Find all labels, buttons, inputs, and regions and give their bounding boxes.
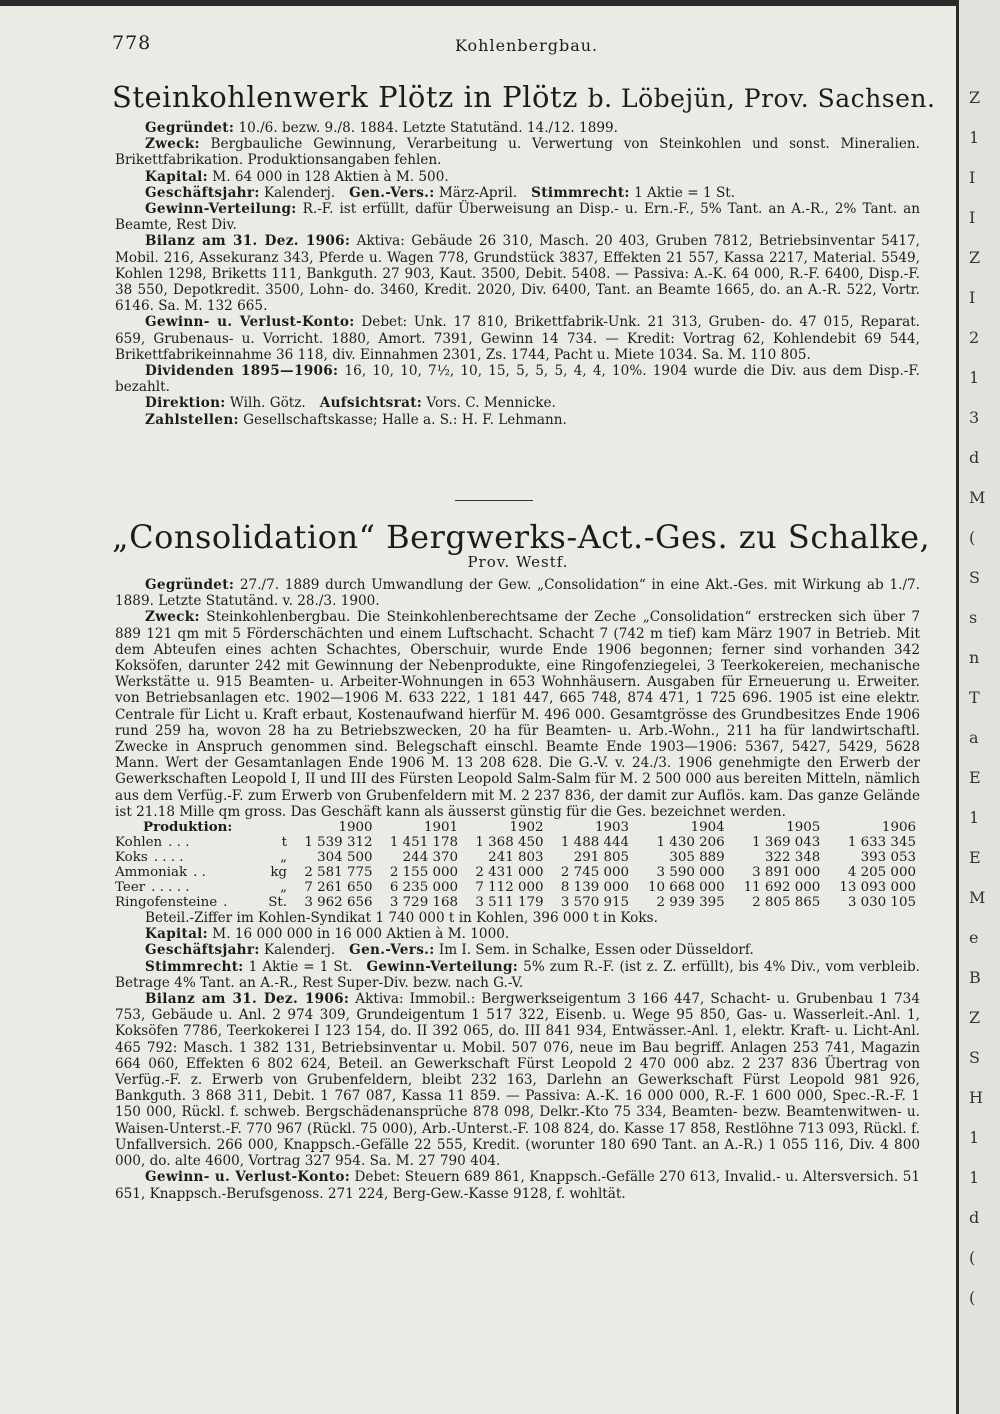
production-unit: t <box>281 835 287 851</box>
production-cell: 3 891 000 <box>752 865 821 881</box>
margin-fragment: I <box>969 168 976 187</box>
company2-purpose: Zweck: Steinkohlenbergbau. Die Steinkohlenberechtsame der Zeche „Consolidation“ erstrecken sich über 7 889 121 qm mit 5 Förderschächten und einem Luftschacht. Schacht 7 (742 m tief) kam März 1907 in Betrieb. Mit dem Abteufen eines achten Schachtes, Oberschuir, wurde Ende 1906 begonnen; ferner sind vorhanden 342 Koksöfen, darunter 242 mit Gewinnung der Nebenprodukte, eine Ringofenziegelei, 3 Teerkokereien, mechanische Werkstätte u. 915 Beamten- u. Arbeiter-Wohnungen in 653 Wohnhäusern. Ausgaben für Erneuerung u. Erweiter. von Betriebsanlagen etc. 1902—1906 M. 633 222, 1 181 447, 665 748, 874 471, 1 725 696. 1905 ist eine elektr. Centrale für Licht u. Kraft erbaut, Kostenaufwand hierfür M. 496 000. Gesamtgrösse des Grundbesitzes Ende 1906 rund 259 ha, wovon 28 ha zu Betriebszwecken, 20 ha für Beamten- u. Arb.-Wohn., 211 ha für landwirtschaftl. Zwecke in Anspruch genommen sind. Belegschaft einschl. Beamte Ende 1903—1906: 5367, 5427, 5429, 5628 Mann. Wert der Gesamtanlagen Ende 1906 M. 13 208 628. Die G.-V. v. 24./3. 1906 genehmigte den Erwerb der Gewerkschaften Leopold I, II und III des Fürsten Leopold Salm-Salm für M. 2 500 000 aus bereiten Mitteln, nämlich aus dem Verfüg.-F. zum Erwerb von Grubenfeldern mit M. 2 237 836, der damit zur Auflös. kam. Das ganze Gelände ist 21.18 Mille qm gross. Das Geschäft kann als äusserst günstig für die Ges. bezeichnet werden. <box>115 609 920 820</box>
margin-fragment: a <box>969 728 979 747</box>
margin-fragment: E <box>969 848 981 867</box>
production-row <box>115 865 920 880</box>
margin-fragment: T <box>969 688 980 707</box>
margin-fragment: Z <box>969 248 981 267</box>
production-year: 1903 <box>594 820 630 836</box>
production-cell: 3 511 179 <box>475 895 544 911</box>
production-table <box>115 820 920 910</box>
company2-paragraph-4: Gewinn- u. Verlust-Konto: Debet: Steuern 689 861, Knappsch.-Gefälle 270 613, Invalid.- u. Altersversich. 51 651, Knappsch.-Berufsgenoss. 271 224, Berg-Gew.-Kasse 9128, f. wohltät. <box>115 1169 920 1202</box>
production-cell: 2 805 865 <box>752 895 821 911</box>
company1-paragraph-4: Gewinn-Verteilung: R.-F. ist erfüllt, dafür Überweisung an Disp.- u. Ern.-F., 5% Tant. an A.-R., 2% Tant. an Beamte, Rest Div. <box>115 201 920 234</box>
production-row <box>115 880 920 895</box>
margin-fragment: d <box>969 1208 980 1227</box>
production-cell: 1 368 450 <box>475 835 544 851</box>
company1-paragraph-0: Gegründet: 10./6. bezw. 9./8. 1884. Letzte Statutänd. 14./12. 1899. <box>145 120 618 136</box>
production-cell: 2 155 000 <box>389 865 459 881</box>
margin-fragment: ( <box>969 1288 976 1307</box>
production-cell: 8 139 000 <box>560 880 630 896</box>
production-cell: 1 451 178 <box>389 835 459 851</box>
production-cell: 393 053 <box>860 850 916 866</box>
margin-fragment: S <box>969 568 980 587</box>
margin-fragment: n <box>969 648 980 667</box>
margin-fragment: 3 <box>969 408 980 427</box>
top-scan-edge <box>0 0 956 6</box>
adjacent-page-edge <box>956 0 1000 1414</box>
margin-fragment: 1 <box>969 1168 980 1187</box>
production-row <box>115 850 920 865</box>
company1-title-location: b. Löbejün, Prov. Sachsen. <box>587 84 936 113</box>
margin-fragment: d <box>969 448 980 467</box>
production-year: 1901 <box>423 820 459 836</box>
production-row-name: Teer . . . . . <box>115 880 190 896</box>
production-footnote: Beteil.-Ziffer im Kohlen-Syndikat 1 740 000 t in Kohlen, 396 000 t in Koks. <box>145 910 658 927</box>
margin-fragment: 1 <box>969 1128 980 1147</box>
production-row-name: Ringofensteine . <box>115 895 228 911</box>
production-cell: 1 488 444 <box>560 835 630 851</box>
production-row <box>115 895 920 910</box>
production-cell: 3 729 168 <box>389 895 459 911</box>
company2-subtitle: Prov. Westf. <box>467 553 569 571</box>
production-row <box>115 835 920 850</box>
margin-fragment: I <box>969 208 976 227</box>
production-cell: 1 633 345 <box>847 835 916 851</box>
margin-fragment: M <box>969 888 986 907</box>
production-cell: 3 590 000 <box>656 865 725 881</box>
production-cell: 2 581 775 <box>304 865 373 881</box>
margin-fragment: B <box>969 968 981 987</box>
production-year: 1904 <box>690 820 725 836</box>
production-cell: 10 668 000 <box>648 880 725 896</box>
production-cell: 3 962 656 <box>304 895 373 911</box>
production-cell: 7 261 650 <box>304 880 373 896</box>
production-cell: 304 500 <box>317 850 373 866</box>
production-cell: 6 235 000 <box>389 880 459 896</box>
production-cell: 244 370 <box>402 850 459 866</box>
company1-paragraph-1: Zweck: Bergbauliche Gewinnung, Verarbeitung u. Verwertung von Steinkohlen und sonst. Mineralien. Brikettfabrikation. Produktionsangaben fehlen. <box>115 136 920 169</box>
page-number: 778 <box>112 32 152 54</box>
margin-fragment: E <box>969 768 981 787</box>
production-cell: 305 889 <box>669 850 725 866</box>
company1-title <box>112 80 936 114</box>
production-label: Produktion: <box>143 819 233 836</box>
company1-body <box>115 120 920 428</box>
margin-fragment: ( <box>969 1248 976 1267</box>
production-unit: „ <box>280 850 287 866</box>
margin-fragment: Z <box>969 1008 981 1027</box>
section-divider <box>455 500 533 501</box>
production-year: 1902 <box>509 820 544 836</box>
production-cell: 2 745 000 <box>560 865 630 881</box>
production-unit: „ <box>280 880 287 896</box>
company2-paragraph-2: Stimmrecht: 1 Aktie = 1 St. Gewinn-Verteilung: 5% zum R.-F. (ist z. Z. erfüllt), bis 4% Div., vom verbleib. Betrage 4% Tant. an A.-R., Rest Super-Div. bezw. nach G.-V. <box>115 958 920 991</box>
company2-title: „Consolidation“ Bergwerks-Act.-Ges. zu Schalke, <box>112 518 931 556</box>
margin-fragment: S <box>969 1048 980 1067</box>
company1-paragraph-9: Zahlstellen: Gesellschaftskasse; Halle a. S.: H. F. Lehmann. <box>145 411 567 428</box>
company1-paragraph-5: Bilanz am 31. Dez. 1906: Aktiva: Gebäude 26 310, Masch. 20 403, Gruben 7812, Betriebsinventar 5417, Mobil. 216, Assekuranz 343, Pferde u. Wagen 778, Grundstück 3837, Effekten 21 557, Kassa 2217, Material. 5549, Kohlen 1298, Briketts 111, Bankguth. 27 903, Kaut. 3500, Debit. 5408. — Passiva: A.-K. 64 000, R.-F. 6400, Disp.-F. 38 550, Depotkredit. 3500, Lohn- do. 3460, Kredit. 2020, Div. 6400, Tant. an Beamte 1665, do. an A.-R. 522, Vortr. 6146. Sa. M. 132 665. <box>115 233 920 315</box>
company2-paragraph-1: Geschäftsjahr: Kalenderj. Gen.-Vers.: Im I. Sem. in Schalke, Essen oder Düsseldorf. <box>145 942 754 959</box>
production-cell: 2 431 000 <box>475 865 544 881</box>
margin-fragment: 2 <box>969 328 980 347</box>
production-cell: 7 112 000 <box>475 880 544 896</box>
production-cell: 11 692 000 <box>743 880 821 896</box>
production-row-name: Ammoniak . . <box>115 865 206 881</box>
margin-fragment: e <box>969 928 979 947</box>
production-cell: 1 430 206 <box>656 835 725 851</box>
margin-fragment: 1 <box>969 808 980 827</box>
company2-after-table <box>115 926 920 1201</box>
production-cell: 322 348 <box>764 850 821 866</box>
production-cell: 241 803 <box>488 850 544 866</box>
production-year: 1900 <box>338 820 373 836</box>
margin-fragment: ( <box>969 528 976 547</box>
margin-fragment: Z <box>969 88 981 107</box>
production-header-row <box>115 820 920 835</box>
company2-paragraph-3: Bilanz am 31. Dez. 1906: Aktiva: Immobil.: Bergwerkseigentum 3 166 447, Schacht- u. Grubenbau 1 734 753, Gebäude u. Anl. 2 974 309, Grundeigentum 1 517 322, Eisenb. u. Wege 95 850, Gas- u. Wasserleit.-Anl. 1, Koksöfen 7786, Teerkokerei I 123 154, do. II 392 065, do. III 841 934, Entwässer.-Anl. 1, elektr. Kraft- u. Licht-Anl. 465 792: Masch. 1 382 131, Betriebsinventar u. Mobil. 507 076, neue im Bau begriff. Anlagen 253 741, Magazin 664 060, Effekten 6 802 624, Beteil. an Gewerkschaft Fürst Leopold 2 470 000 abz. 2 237 836 Übertrag von Verfüg.-F. z. Erwerb von Grubenfeldern, bleibt 232 163, Darlehn an Gewerkschaft Fürst Leopold 981 926, Bankguth. 3 868 311, Debit. 1 767 087, Kassa 11 859. — Passiva: A.-K. 16 000 000, R.-F. 1 600 000, Spec.-R.-F. 1 150 000, Rückl. f. schweb. Bergschädenansprüche 878 098, Delkr.-Kto 75 334, Beamten- bezw. Beamtenwitwen- u. Waisen-Unterst.-F. 770 967 (Rückl. 75 000), Arb.-Unterst.-F. 108 824, do. Kasse 17 858, Restlöhne 713 093, Rückl. f. Unfallversich. 266 000, Knappsch.-Gefälle 22 555, Kredit. (worunter 180 690 Tant. an A.-R.) 1 055 116, Div. 4 800 000, do. alte 4600, Vortrag 327 954. Sa. M. 27 790 404. <box>115 991 920 1170</box>
production-cell: 3 570 915 <box>560 895 630 911</box>
production-cell: 1 369 043 <box>752 835 821 851</box>
production-cell: 2 939 395 <box>656 895 725 911</box>
company1-paragraph-3: Geschäftsjahr: Kalenderj. Gen.-Vers.: März-April. Stimmrecht: 1 Aktie = 1 St. <box>145 184 736 201</box>
margin-fragment: I <box>969 288 976 307</box>
production-cell: 4 205 000 <box>847 865 916 881</box>
company1-paragraph-7: Dividenden 1895—1906: 16, 10, 10, 7½, 10, 15, 5, 5, 5, 4, 4, 10%. 1904 wurde die Div. aus dem Disp.-F. bezahlt. <box>115 363 920 396</box>
production-unit: St. <box>268 895 287 911</box>
margin-fragment: 1 <box>969 128 980 147</box>
production-cell: 291 805 <box>573 850 630 866</box>
production-row-name: Koks . . . . <box>115 850 184 866</box>
company1-paragraph-8: Direktion: Wilh. Götz. Aufsichtsrat: Vors. C. Mennicke. <box>145 395 556 412</box>
company1-paragraph-6: Gewinn- u. Verlust-Konto: Debet: Unk. 17 810, Brikettfabrik-Unk. 21 313, Gruben- do. 47 015, Reparat. 659, Grubenaus- u. Vorricht. 1880, Amort. 7391, Gewinn 14 734. — Kredit: Vortrag 62, Kohlendebit 69 544, Brikettfabrikeinnahme 36 118, div. Einnahmen 2301, Zs. 1744, Pacht u. Miete 1034. Sa. M. 110 805. <box>115 314 920 363</box>
company2-founded: Gegründet: 27./7. 1889 durch Umwandlung der Gew. „Consolidation“ in eine Akt.-Ges. mit Wirkung ab 1./7. 1889. Letzte Statutänd. v. 28./3. 1900. <box>115 577 920 610</box>
company2-body <box>115 577 920 1202</box>
company2-paragraph-0: Kapital: M. 16 000 000 in 16 000 Aktien à M. 1000. <box>145 926 510 943</box>
production-cell: 1 539 312 <box>304 835 373 851</box>
running-head: Kohlenbergbau. <box>455 36 599 55</box>
margin-fragment: H <box>969 1088 983 1107</box>
margin-fragment: M <box>969 488 986 507</box>
company1-paragraph-2: Kapital: M. 64 000 in 128 Aktien à M. 500. <box>145 168 449 185</box>
margin-fragment: 1 <box>969 368 980 387</box>
production-cell: 13 093 000 <box>839 880 916 896</box>
production-row-name: Kohlen . . . <box>115 835 190 851</box>
company1-title-main: Steinkohlenwerk Plötz in Plötz <box>112 80 578 114</box>
production-cell: 3 030 105 <box>847 895 916 911</box>
production-year: 1905 <box>786 820 821 836</box>
production-unit: kg <box>270 865 287 881</box>
margin-fragment: s <box>969 608 978 627</box>
production-year: 1906 <box>881 820 916 836</box>
